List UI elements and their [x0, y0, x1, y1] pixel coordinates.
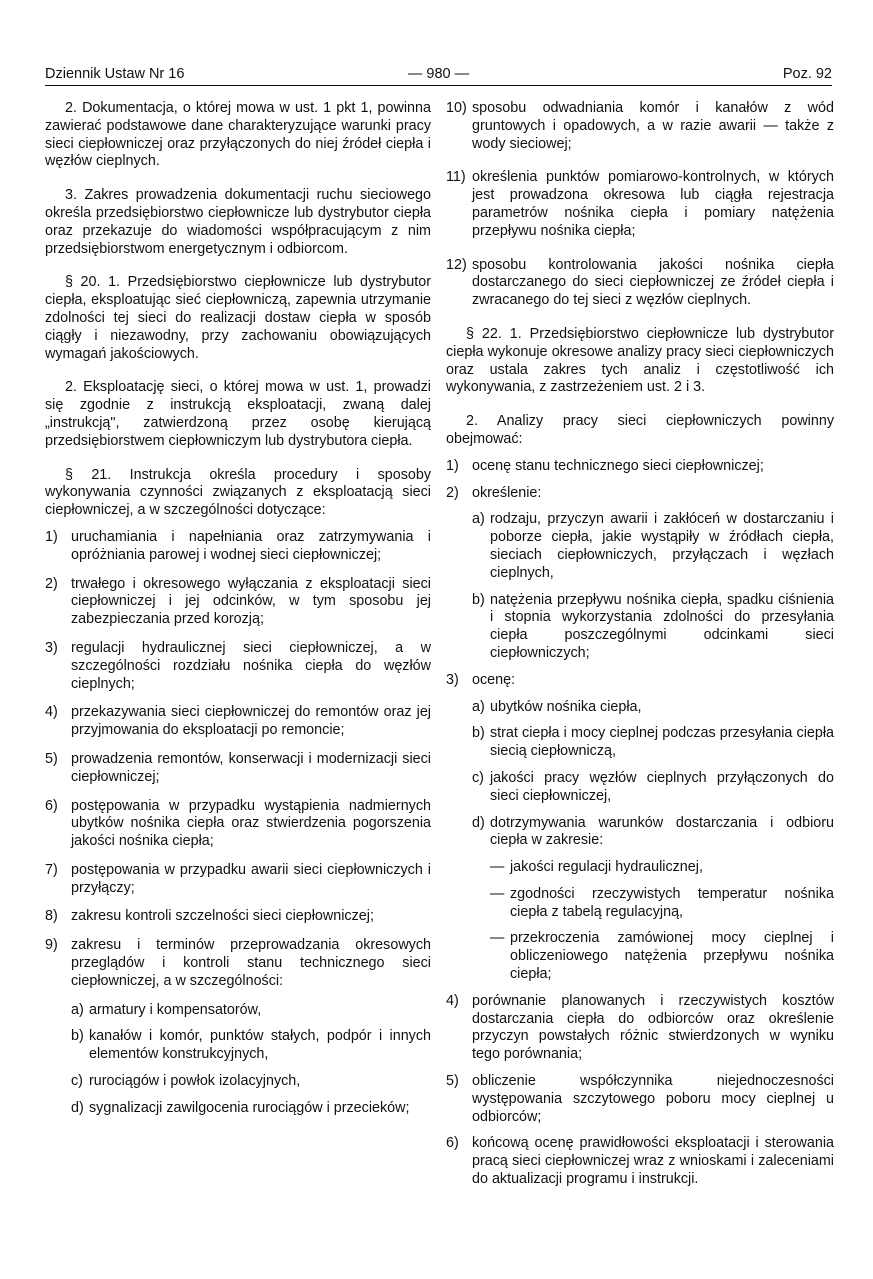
list-number: 7) — [45, 861, 58, 878]
journal-title: Dziennik Ustaw Nr 16 — [45, 66, 185, 82]
list-item — [446, 458, 834, 476]
list-number: 10) — [446, 100, 467, 116]
list-number: 11) — [446, 169, 466, 186]
list-number: 2) — [45, 575, 58, 592]
dash-list-item — [490, 886, 834, 922]
dash-marker: — — [490, 885, 505, 902]
list-text: porównanie planowanych i rzeczywistych kosztów dostarczania ciepła do odbiorców oraz określenie przyczyn powstałych różnic stwierdzonych w wyniku tego porównania; — [472, 992, 834, 1063]
sub-list-letter: a) — [472, 698, 485, 715]
sub-list-letter: a) — [472, 511, 485, 528]
list-number: 1) — [45, 528, 58, 545]
sub-list-letter: a) — [71, 1001, 84, 1018]
list-text: końcową ocenę prawidłowości eksploatacji i sterowania pracą sieci ciepłowniczej wraz z wnioskami i zaleceniami do aktualizacji programu i instrukcji. — [472, 1135, 834, 1188]
list-number: 6) — [45, 797, 58, 814]
sub-list-text: rurociągów i powłok izolacyjnych, — [89, 1073, 301, 1090]
dash-marker: — — [490, 859, 505, 876]
list-item — [446, 1135, 834, 1188]
sub-list-item — [472, 815, 834, 851]
list-number: 12) — [446, 256, 467, 273]
list-text: określenie: — [472, 484, 542, 501]
page-number: — 980 — — [407, 66, 470, 82]
section-22-paragraph-2: 2. Analizy pracy sieci ciepłowniczych powinny obejmować: — [446, 413, 834, 447]
dash-marker: — — [490, 930, 505, 947]
section-21-paragraph: § 21. Instrukcja określa procedury i sposoby wykonywania czynności związanych z eksploatacją sieci ciepłowniczej, a w szczególności dotyczące: — [45, 466, 431, 519]
sub-list-text: ubytków nośnika ciepła, — [490, 698, 642, 715]
sub-list-item — [71, 1028, 431, 1064]
list-item — [446, 100, 834, 153]
list-item — [45, 862, 431, 898]
sub-list-letter: b) — [472, 725, 485, 742]
sub-list-letter: d) — [71, 1099, 84, 1116]
list-text: uruchamiania i napełniania oraz zatrzymywania i opróżniania parowej i wodnej sieci ciepłowniczej; — [71, 528, 431, 563]
list-number: 4) — [45, 704, 58, 721]
sub-list-text: kanałów i komór, punktów stałych, podpór i innych elementów konstrukcyjnych, — [89, 1028, 431, 1063]
list-item — [446, 485, 834, 503]
list-number: 2) — [446, 484, 459, 501]
list-text: ocenę: — [472, 671, 516, 688]
position-number: Poz. 92 — [782, 66, 832, 82]
paragraph: 2. Dokumentacja, o której mowa w ust. 1 pkt 1, powinna zawierać podstawowe dane charakteryzujące warunki pracy sieci ciepłowniczej oraz przyłączonych do niej źródeł ciepła i węzłów cieplnych. — [45, 100, 431, 170]
list-item — [446, 257, 834, 310]
paragraph: 3. Zakres prowadzenia dokumentacji ruchu sieciowego określa przedsiębiorstwo ciepłownicze lub dystrybutor ciepła oraz przekazuje do wiadomości współpracującym z nim przedsiębiorstwom energetycznym i odbiorcom. — [45, 187, 431, 257]
list-number: 5) — [446, 1073, 459, 1090]
section-20-paragraph-1: § 20. 1. Przedsiębiorstwo ciepłownicze lub dystrybutor ciepła, eksploatując sieć ciepłowniczą, zapewnia utrzymanie zdolności tej sieci do realizacji dostaw ciepła w sposób ciągły i niezawodny, przy zachowaniu obowiązujących wymagań jakościowych. — [45, 274, 431, 362]
list-item — [45, 576, 431, 629]
list-number: 3) — [45, 639, 58, 656]
sub-list-item — [472, 699, 834, 717]
list-item — [45, 751, 431, 787]
list-item — [45, 798, 431, 851]
sub-list-text: sygnalizacji zawilgocenia rurociągów i przecieków; — [89, 1099, 410, 1116]
dash-list-item — [490, 859, 834, 877]
section-20-paragraph-2: 2. Eksploatację sieci, o której mowa w ust. 1, prowadzi się zgodnie z instrukcją eksploatacji, zwaną dalej „instrukcją", zatwierdzoną przez osobę kierującą przedsiębiorstwem ciepłowniczym lub dystrybutora ciepła. — [45, 379, 431, 449]
right-column — [446, 100, 834, 1198]
dash-list-text: jakości regulacji hydraulicznej, — [510, 859, 703, 876]
list-text: regulacji hydraulicznej sieci ciepłowniczej, a w szczególności rozdziału nośnika ciepła do węzłów cieplnych; — [71, 639, 431, 692]
sub-list-item — [71, 1073, 431, 1091]
section-22-paragraph-1: § 22. 1. Przedsiębiorstwo ciepłownicze lub dystrybutor ciepła wykonuje okresowe analizy pracy sieci ciepłowniczych oraz ustala zakres tych analiz i częstotliwość ich wykonywania, z zastrzeżeniem ust. 2 i 3. — [446, 325, 834, 396]
list-item — [446, 993, 834, 1064]
sub-list-letter: b) — [71, 1028, 84, 1045]
list-item — [45, 640, 431, 693]
sub-list-item — [71, 1100, 431, 1118]
list-text: postępowania w przypadku wystąpienia nadmiernych ubytków nośnika ciepła oraz stwierdzenia pogorszenia jakości nośnika ciepła; — [71, 797, 431, 850]
sub-list-text: rodzaju, przyczyn awarii i zakłóceń w dostarczaniu i poborze ciepła, jakie wystąpiły w źródłach ciepła, sieciach ciepłowniczych, przyłączach i węzłach cieplnych, — [490, 511, 834, 581]
sub-list-text: armatury i kompensatorów, — [89, 1001, 262, 1018]
sub-list-item — [71, 1002, 431, 1020]
list-number: 8) — [45, 908, 58, 925]
dash-list-text: zgodności rzeczywistych temperatur nośnika ciepła z tabelą regulacyjną, — [510, 885, 834, 920]
sub-list-text: jakości pracy węzłów cieplnych przyłączonych do sieci ciepłowniczej, — [490, 769, 834, 804]
list-text: przekazywania sieci ciepłowniczej do remontów oraz jej przyjmowania do eksploatacji po remoncie; — [71, 704, 431, 739]
list-item — [45, 704, 431, 740]
left-column — [45, 100, 431, 1127]
list-item — [45, 937, 431, 990]
sub-list-letter: c) — [71, 1073, 83, 1090]
list-text: zakresu kontroli szczelności sieci ciepłowniczej; — [71, 908, 374, 925]
list-item — [446, 169, 834, 240]
list-text: trwałego i okresowego wyłączania z eksploatacji sieci ciepłowniczej i jej odcinków, w tym sposobu jej zabezpieczania przed korozją; — [71, 575, 431, 628]
list-item — [45, 908, 431, 926]
list-number: 6) — [446, 1135, 459, 1152]
sub-list-letter: d) — [472, 814, 485, 831]
sub-list-text: strat ciepła i mocy cieplnej podczas przesyłania ciepła siecią ciepłowniczą, — [490, 725, 834, 760]
sub-list-letter: c) — [472, 769, 484, 786]
sub-list-item — [472, 592, 834, 663]
list-item — [446, 672, 834, 690]
list-number: 1) — [446, 457, 459, 474]
sub-list-text: dotrzymywania warunków dostarczania i odbioru ciepła w zakresie: — [490, 814, 834, 849]
list-item — [446, 1073, 834, 1126]
sub-list-item — [472, 725, 834, 761]
sub-list-letter: b) — [472, 591, 485, 608]
list-text: postępowania w przypadku awarii sieci ciepłowniczych i przyłączy; — [71, 861, 431, 896]
list-text: ocenę stanu technicznego sieci ciepłowniczej; — [472, 457, 764, 474]
sub-list-item — [472, 770, 834, 806]
list-number: 9) — [45, 937, 58, 954]
header-rule — [45, 85, 832, 86]
list-text: obliczenie współczynnika niejednoczesności występowania szczytowego poboru mocy cieplnej u odbiorców; — [472, 1073, 834, 1125]
dash-list-item — [490, 930, 834, 983]
list-item — [45, 529, 431, 565]
list-text: sposobu kontrolowania jakości nośnika ciepła dostarczanego do sieci ciepłowniczej ze źródeł ciepła i zwracanego do tej sieci z węzłów cieplnych. — [472, 256, 834, 309]
list-text: zakresu i terminów przeprowadzania okresowych przeglądów i kontroli stanu technicznego sieci ciepłowniczej, a w szczególności: — [71, 937, 431, 989]
sub-list-text: natężenia przepływu nośnika ciepła, spadku ciśnienia i stopnia wykorzystania zdolności do przesyłania ciepła poszczególnymi odcinkami sieci ciepłowniczych; — [490, 591, 834, 661]
list-number: 4) — [446, 992, 459, 1009]
list-number: 3) — [446, 671, 459, 688]
list-text: prowadzenia remontów, konserwacji i modernizacji sieci ciepłowniczej; — [71, 750, 431, 785]
list-text: sposobu odwadniania komór i kanałów z wód gruntowych i opadowych, a w razie awarii — także z wody sieciowej; — [472, 100, 834, 152]
list-text: określenia punktów pomiarowo-kontrolnych, w których jest prowadzona okresowa lub ciągła rejestracja parametrów nośnika ciepła i pomiary natężenia przepływu nośnika ciepła; — [472, 169, 834, 239]
dash-list-text: przekroczenia zamówionej mocy cieplnej i obliczeniowego natężenia przepływu nośnika ciepła; — [510, 930, 834, 983]
list-number: 5) — [45, 750, 58, 767]
sub-list-item — [472, 511, 834, 582]
